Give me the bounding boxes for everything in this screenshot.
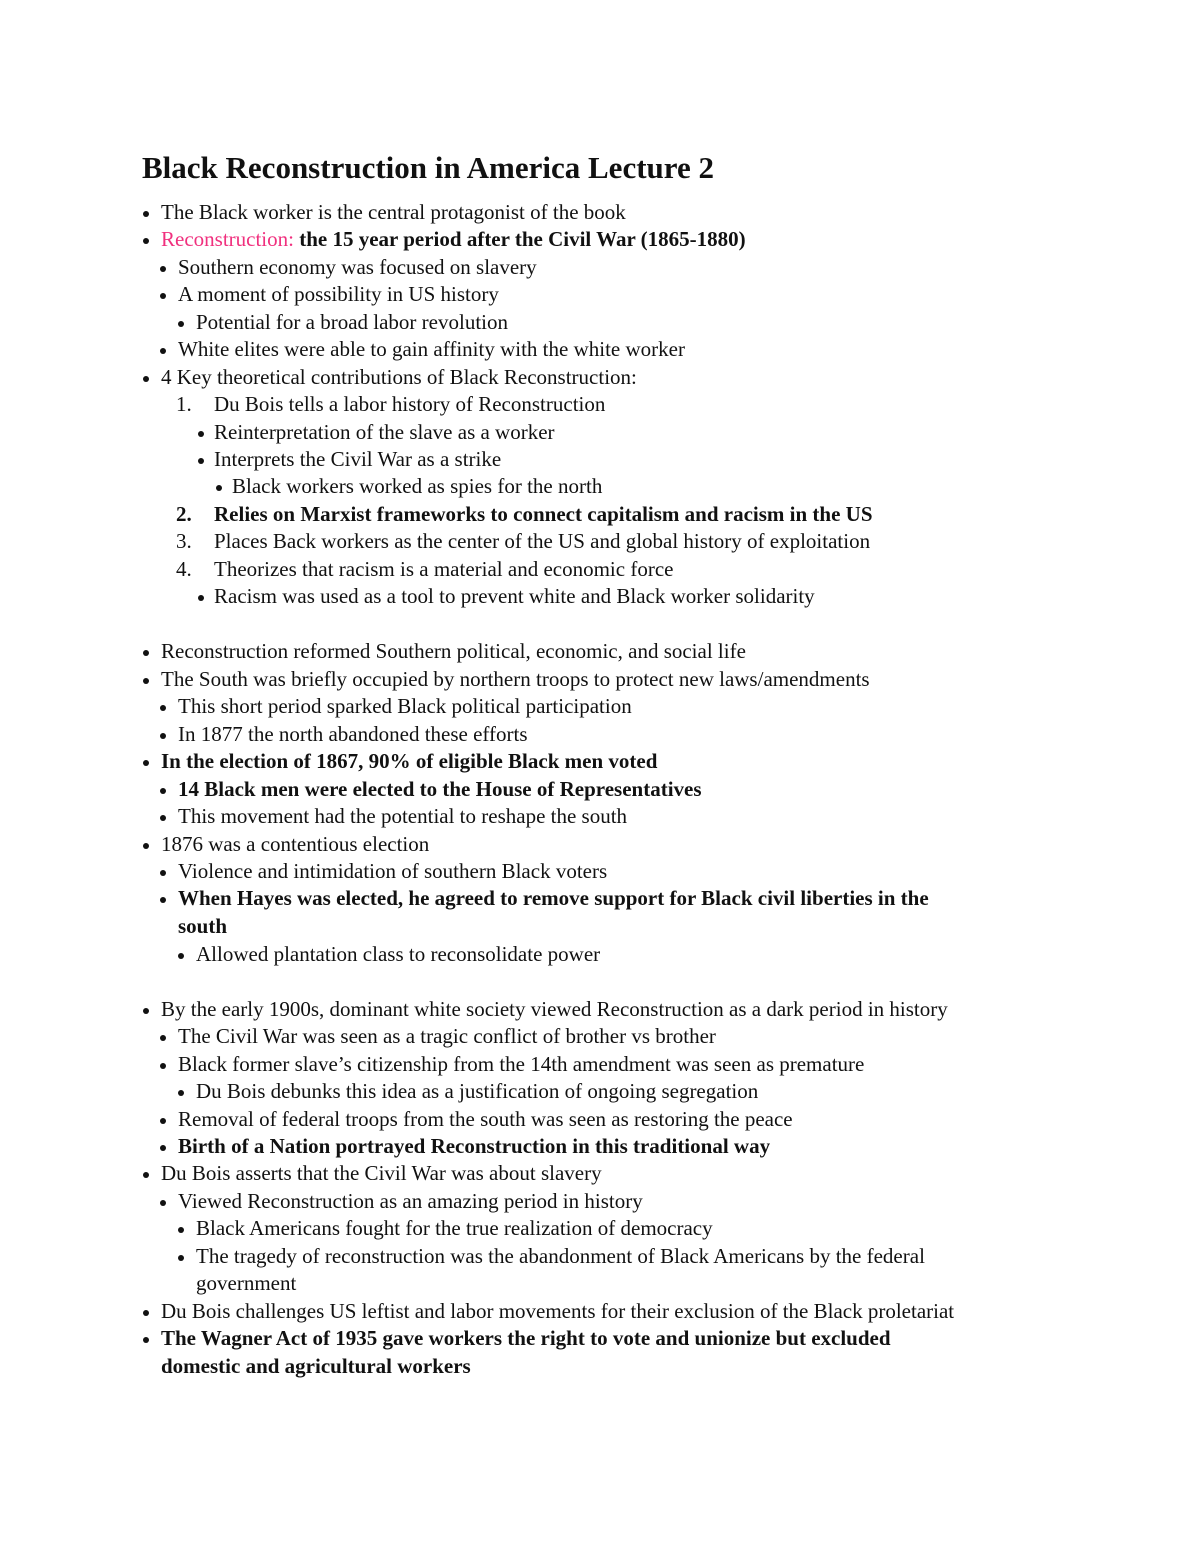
list-item-text: [161, 199, 626, 226]
list-item-text: [161, 831, 429, 858]
item-text: Theorizes that racism is a material and economic force: [214, 557, 674, 581]
item-text: Places Back workers as the center of the US and global history of exploitation: [214, 529, 871, 553]
list-item-text: [178, 1188, 643, 1215]
list-item-text: [161, 1160, 602, 1187]
bullet-icon: [198, 595, 204, 601]
item-text: This short period sparked Black political participation: [178, 694, 632, 718]
item-text: Black former slave’s citizenship from the 14th amendment was seen as premature: [178, 1052, 865, 1076]
bullet-icon: [160, 788, 166, 794]
list-item-text: [178, 336, 685, 363]
list-item-text: [196, 1270, 296, 1297]
bullet-icon: [143, 678, 149, 684]
bullet-icon: [160, 266, 166, 272]
bullet-icon: [160, 705, 166, 711]
list-item-text: [178, 885, 929, 912]
list-number: 1.: [176, 392, 192, 416]
list-item-text: [178, 913, 227, 940]
bullet-icon: [160, 897, 166, 903]
item-text: 14 Black men were elected to the House of Representatives: [178, 777, 702, 801]
list-item-text: [214, 391, 605, 418]
list-item-text: [214, 528, 870, 555]
item-text: By the early 1900s, dominant white society viewed Reconstruction as a dark period in history: [161, 997, 948, 1021]
item-text: This movement had the potential to reshape the south: [178, 804, 628, 828]
bullet-icon: [160, 1063, 166, 1069]
list-item-text: [196, 1215, 713, 1242]
item-text: Black workers worked as spies for the north: [232, 474, 603, 498]
item-text: White elites were able to gain affinity with the white worker: [178, 337, 685, 361]
bullet-icon: [160, 815, 166, 821]
item-text: In the election of 1867, 90% of eligible Black men voted: [161, 749, 658, 773]
list-item-text: [178, 254, 537, 281]
item-text: Viewed Reconstruction as an amazing period in history: [178, 1189, 643, 1213]
list-item-text: [161, 666, 870, 693]
item-text: Removal of federal troops from the south was seen as restoring the peace: [178, 1107, 793, 1131]
list-item-text: [214, 501, 873, 528]
bullet-icon: [178, 1255, 184, 1261]
list-item-text: [232, 473, 602, 500]
bullet-icon: [143, 1008, 149, 1014]
list-number: 3.: [176, 529, 192, 553]
list-item-text: [178, 1133, 770, 1160]
item-text: The Black worker is the central protagonist of the book: [161, 200, 626, 224]
bullet-icon: [198, 458, 204, 464]
bullet-icon: [143, 376, 149, 382]
item-text: Violence and intimidation of southern Black voters: [178, 859, 608, 883]
item-text: The South was briefly occupied by northern troops to protect new laws/amendments: [161, 667, 870, 691]
bullet-icon: [160, 1118, 166, 1124]
bullet-icon: [143, 1337, 149, 1343]
list-item-text: [178, 1106, 793, 1133]
bullet-icon: [178, 1090, 184, 1096]
bullet-icon: [143, 1310, 149, 1316]
list-item-text: [161, 748, 657, 775]
item-text: Reconstruction reformed Southern political, economic, and social life: [161, 639, 746, 663]
item-text: Birth of a Nation portrayed Reconstruction in this traditional way: [178, 1134, 771, 1158]
item-text: The Wagner Act of 1935 gave workers the right to vote and unionize but excluded: [161, 1326, 891, 1350]
item-text: Reinterpretation of the slave as a worker: [214, 420, 555, 444]
item-text: Du Bois tells a labor history of Reconstruction: [214, 392, 606, 416]
list-item-text: [161, 226, 746, 253]
list-item-text: [178, 858, 607, 885]
item-text: Du Bois challenges US leftist and labor movements for their exclusion of the Black proletariat: [161, 1299, 955, 1323]
list-item-text: [214, 583, 815, 610]
list-item-text: [161, 1298, 954, 1325]
item-text: Du Bois asserts that the Civil War was about slavery: [161, 1161, 602, 1185]
list-item-text: [178, 721, 528, 748]
item-text: Relies on Marxist frameworks to connect capitalism and racism in the US: [214, 502, 873, 526]
item-text: Racism was used as a tool to prevent white and Black worker solidarity: [214, 584, 815, 608]
item-text: Southern economy was focused on slavery: [178, 255, 537, 279]
highlighted-term: Reconstruction:: [161, 227, 294, 251]
list-item-text: [178, 281, 499, 308]
list-number: 2.: [176, 502, 192, 526]
bullet-icon: [143, 238, 149, 244]
bullet-icon: [143, 760, 149, 766]
item-text: 4 Key theoretical contributions of Black Reconstruction:: [161, 365, 637, 389]
item-text: south: [178, 914, 228, 938]
list-item-text: [178, 776, 702, 803]
list-item-text: [178, 803, 627, 830]
list-item-text: [196, 1078, 758, 1105]
bullet-icon: [160, 293, 166, 299]
list-item-text: [178, 1023, 716, 1050]
list-item-text: [178, 693, 632, 720]
bullet-icon: [143, 211, 149, 217]
list-item-text: [214, 419, 555, 446]
list-item-text: [161, 996, 948, 1023]
item-text: domestic and agricultural workers: [161, 1354, 471, 1378]
bullet-icon: [178, 953, 184, 959]
bullet-icon: [178, 1227, 184, 1233]
item-text: Du Bois debunks this idea as a justification of ongoing segregation: [196, 1079, 759, 1103]
item-text: Interprets the Civil War as a strike: [214, 447, 502, 471]
item-text: the 15 year period after the Civil War (1865-1880): [293, 227, 746, 251]
item-text: When Hayes was elected, he agreed to remove support for Black civil liberties in the: [178, 886, 929, 910]
list-item-text: [214, 556, 673, 583]
list-number: 4.: [176, 557, 192, 581]
list-item-text: [161, 1353, 471, 1380]
list-item-text: [196, 941, 600, 968]
list-item-text: [214, 446, 501, 473]
item-text: In 1877 the north abandoned these efforts: [178, 722, 528, 746]
bullet-icon: [160, 1035, 166, 1041]
bullet-icon: [160, 348, 166, 354]
item-text: The Civil War was seen as a tragic conflict of brother vs brother: [178, 1024, 716, 1048]
bullet-icon: [198, 431, 204, 437]
page-title: Black Reconstruction in America Lecture 2: [142, 150, 714, 185]
list-item-text: [161, 638, 746, 665]
bullet-icon: [160, 733, 166, 739]
list-item-text: [178, 1051, 864, 1078]
item-text: government: [196, 1271, 297, 1295]
item-text: Black Americans fought for the true realization of democracy: [196, 1216, 713, 1240]
bullet-icon: [143, 650, 149, 656]
list-item-text: [196, 309, 508, 336]
item-text: The tragedy of reconstruction was the abandonment of Black Americans by the federal: [196, 1244, 925, 1268]
item-text: Potential for a broad labor revolution: [196, 310, 508, 334]
bullet-icon: [160, 1200, 166, 1206]
bullet-icon: [216, 485, 222, 491]
bullet-icon: [160, 870, 166, 876]
item-text: 1876 was a contentious election: [161, 832, 430, 856]
bullet-icon: [178, 321, 184, 327]
item-text: A moment of possibility in US history: [178, 282, 499, 306]
list-item-text: [161, 364, 637, 391]
bullet-icon: [143, 843, 149, 849]
bullet-icon: [160, 1145, 166, 1151]
list-item-text: [196, 1243, 925, 1270]
item-text: Allowed plantation class to reconsolidate power: [196, 942, 601, 966]
bullet-icon: [143, 1172, 149, 1178]
list-item-text: [161, 1325, 891, 1352]
